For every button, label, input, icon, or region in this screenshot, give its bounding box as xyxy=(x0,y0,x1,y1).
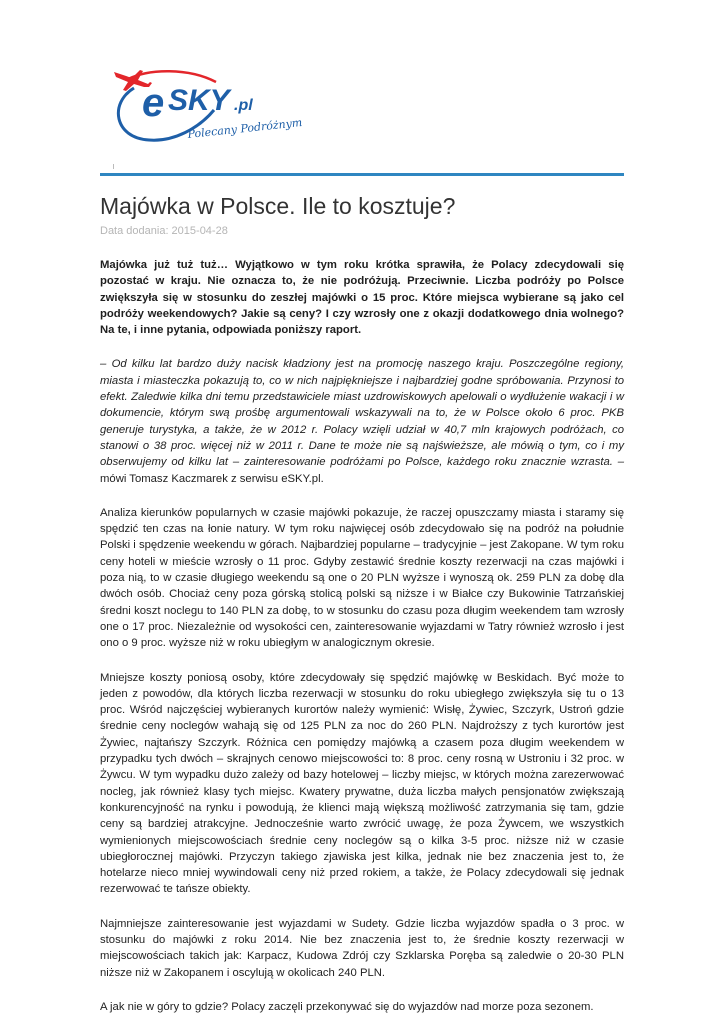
logo-pl: .pl xyxy=(234,97,253,114)
header-rule xyxy=(100,173,624,176)
article-paragraph: Analiza kierunków popularnych w czasie majówki pokazuje, że raczej opuszczamy miasta i staramy się spędzić ten czas na łonie natury. W tym roku najwięcej osób zdecydowało się na podróż na południe Polski i spędzenie weekendu w górach. Najbardziej popularne – tradycyjnie – jest Zakopane. W tym roku ceny hoteli w mieście wzrosły o 11 proc. Gdyby zestawić średnie koszty rezerwacji na czas majówki i poza nią, to w czasie długiego weekendu są one o 20 PLN wyższe i wynoszą ok. 259 PLN za dobę dla dwóch osób. Chociaż ceny poza górską stolicą polski są niższe i w Białce czy Bukowinie Tatrzańskiej średni koszt noclegu to 140 PLN za dobę, to w stosunku do czasu poza długim weekendem tam wzrosły one o 17 proc. Niezależnie od wysokości cen, zainteresowanie wyjazdami w Tatry również wzrosło i jest ono o 9 proc. wyższe niż w roku ubiegłym w analogicznym okresie. xyxy=(100,506,624,650)
article-quote xyxy=(100,356,624,486)
logo-sky: SKY xyxy=(168,84,230,117)
article xyxy=(100,191,624,1015)
article-lead: Majówka już tuż tuż… Wyjątkowo w tym roku krótka sprawiła, że Polacy zdecydowali się pozostać w kraju. Nie oznacza to, że nie podróżują. Przeciwnie. Liczba podróży po Polsce zwiększyła się w stosunku do zeszłej majówki o 15 proc. Które miejsca wybierane są jako cel podróży weekendowych? Jakie są ceny? I czy wzrosły one z okazji dodatkowego dnia wolnego? Na te, i inne pytania, odpowiada poniższy raport. xyxy=(100,259,624,337)
quote-attribution: mówi Tomasz Kaczmarek z serwisu eSKY.pl. xyxy=(100,472,324,485)
article-paragraph: A jak nie w góry to gdzie? Polacy zaczęli przekonywać się do wyjazdów nad morze poza sezonem. xyxy=(100,1000,594,1013)
logo-e: e xyxy=(142,81,165,125)
article-date: Data dodania: 2015-04-28 xyxy=(100,225,228,237)
esky-logo xyxy=(104,58,304,153)
article-title: Majówka w Polsce. Ile to kosztuje? xyxy=(100,193,456,219)
esky-logo-mark xyxy=(104,58,304,153)
article-paragraph: Mniejsze koszty poniosą osoby, które zdecydowały się spędzić majówkę w Beskidach. Być może to jeden z powodów, dla których liczba rezerwacji w stosunku do roku ubiegłego zwiększyła się tu o 13 proc. Wśród najczęściej wybieranych kurortów należy wymienić: Wisłę, Żywiec, Szczyrk, Ustroń gdzie średnie ceny noclegów wahają się od 125 PLN za noc do 260 PLN. Najdroższy z tych kurortów jest Żywiec, najtańszy Szczyrk. Różnica cen pomiędzy majówką a czasem poza długim weekendem w przypadku tych dwóch – skrajnych cenowo miejscowości to: 8 proc. ceny rosną w Ustroniu i 32 proc. w Żywcu. W tym wypadku dużo zależy od bazy hotelowej – liczby miejsc, w których można zarezerwować nocleg, jak również klasy tych miejsc. Kwatery prywatne, duża liczba małych pensjonatów zwiększają konkurencyjność na rynku i powodują, że klienci mają większą możliwość zatrzymania się tam, gdzie ceny są bardziej atrakcyjne. Jednocześnie warto zwrócić uwagę, że poza Żywcem, we wszystkich wymienionych miejscowościach średnie ceny noclegów są o kilka 3-5 proc. niższe niż w czasie ubiegłorocznej majówki. Przyczyn takiego zjawiska jest kilka, jednak nie bez znaczenia jest to, że hotelarze nieco mniej wywindowali ceny niż przed rokiem, a także, że Polacy zdecydowali się jednak rezerwować te tańsze obiekty. xyxy=(100,671,624,896)
logo-tagline: Polecany Podróżnym xyxy=(186,116,303,141)
small-mark xyxy=(113,164,114,169)
article-paragraph: Najmniejsze zainteresowanie jest wyjazdami w Sudety. Gdzie liczba wyjazdów spadła o 3 proc. w stosunku do majówki z roku 2014. Nie bez znaczenia jest to, że średnie koszty rezerwacji w miejscowościach takich jak: Karpacz, Kudowa Zdrój czy Szklarska Poręba są zaledwie o 20-30 PLN niższe niż w Zakopanem i oscylują w okolicach 240 PLN. xyxy=(100,917,624,979)
quote-text: – Od kilku lat bardzo duży nacisk kładziony jest na promocję naszego kraju. Poszczególne regiony, miasta i miasteczka pokazują to, co w nich najpiękniejsze i najbardziej godne spróbowania. Przynosi to efekt. Zaledwie kilka dni temu przedstawiciele miast uzdrowiskowych apelowali o wydłużenie wakacji i w dokumencie, którym swą prośbę argumentowali wskazywali na to, że w Polsce około 6 proc. PKB generuje turystyka, a także, że w 2012 r. Polacy wzięli udział w 40,7 mln krajowych podróżach, co stanowi o 38 proc. więcej niż w 2011 r. Dane te może nie są najświeższe, ale mówią o tym, co i my obserwujemy od kilku lat – zainteresowanie podróżami po Polsce, każdego roku znacznie wzrasta. – xyxy=(100,358,624,469)
